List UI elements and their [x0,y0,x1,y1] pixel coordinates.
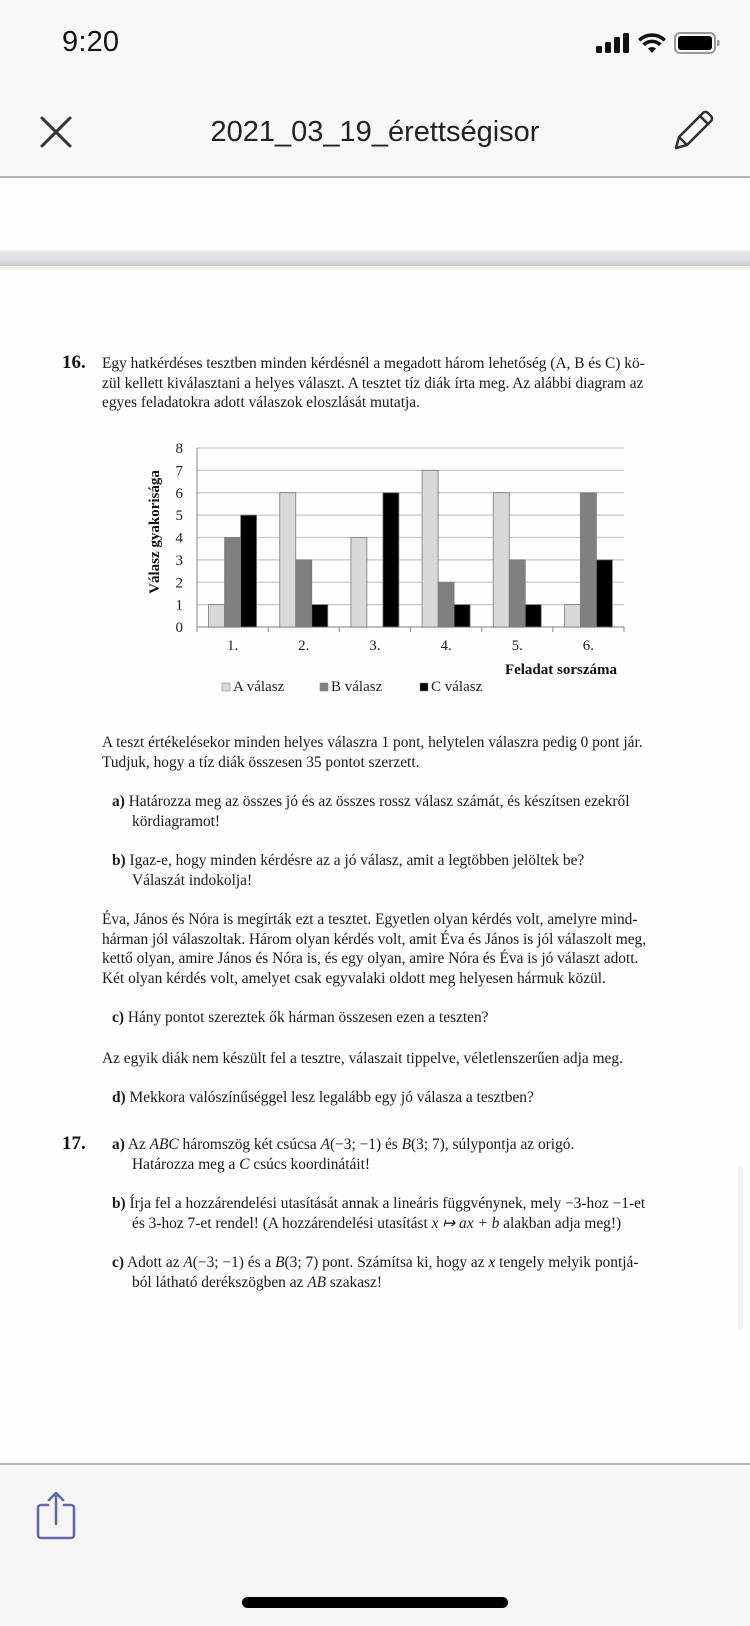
question-16a [112,792,722,831]
chart-bars [209,470,613,627]
y-tick-label: 6 [175,485,183,502]
guess-paragraph [102,1049,722,1069]
text-line: Tudjuk, hogy a tíz diák összesen 35 pontot szerzett. [102,753,420,771]
text: háromszög két csúcsa [178,1136,321,1153]
subquestion-label: c) [112,1254,124,1271]
bar [209,605,225,627]
subquestion-label: d) [112,1089,126,1106]
text: alakban adja meg!) [499,1214,622,1232]
subquestion-label: b) [112,1195,126,1212]
pencil-icon [670,108,716,154]
text-line: Hány pontot szereztek ők hárman összesen ezen a teszten? [127,1009,489,1026]
text-line: kördiagramot! [132,812,221,830]
navigation-bar [0,90,750,178]
bar [564,605,580,627]
y-tick-label: 2 [175,575,183,592]
page-gap [0,178,750,250]
text-line: Éva, János és Nóra is megírták ezt a tesztet. Egyetlen olyan kérdés volt, amelyre mind- [102,911,638,928]
status-icons [596,32,720,54]
text-line: Az egyik diák nem készült fel a tesztre, válaszait tippelve, véletlenszerűen adja meg. [102,1050,623,1067]
y-tick-label: 7 [175,463,183,480]
question-16c [112,1008,722,1028]
legend-swatch [420,683,428,691]
math-var: A [320,1136,330,1153]
text: szakasz! [326,1273,383,1291]
math-var: B [275,1254,285,1271]
bar [493,493,509,627]
bar [454,605,470,627]
document-title: 2021_03_19_érettségisor [210,116,540,148]
math-var: A [183,1254,193,1271]
bar [280,493,296,627]
legend-swatch [320,683,328,691]
question-16-number: 16. [62,352,86,373]
chart-gridlines [197,448,624,632]
chart-y-label: Válasz gyakorisága [147,470,163,594]
bar [225,538,241,628]
share-button[interactable] [34,1490,78,1542]
legend-label: C válasz [431,679,483,695]
text: (3; 7), súlypontja az origó. [411,1136,575,1153]
x-tick-label: 6. [582,638,595,654]
math-var: C [239,1155,250,1173]
bar [383,493,399,627]
text-line: Válaszát indokolja! [132,871,253,889]
bar [241,515,257,627]
y-tick-label: 3 [175,552,183,569]
chart-x-ticks [227,638,594,654]
edit-button[interactable] [670,108,716,154]
math-var: AB [307,1273,327,1291]
bar [580,493,596,627]
story-paragraph [102,910,722,988]
x-tick-label: 4. [440,638,452,654]
subquestion-label: a) [112,1136,125,1153]
text: Határozza meg a [132,1155,240,1173]
scoring-paragraph [102,733,722,772]
text: csúcs koordinátáit! [249,1155,371,1173]
text: Adott az [126,1254,184,1271]
question-17-number: 17. [62,1133,86,1154]
legend-label: B válasz [331,679,383,695]
text-line: Két olyan kérdés volt, amelyet csak egyvalaki oldott meg helyesen hármuk közül. [102,969,606,987]
legend-swatch [222,683,230,691]
intro-line: egyes feladatokra adott válaszok eloszlását mutatja. [102,394,420,412]
question-16b [112,851,722,890]
bar [525,605,541,627]
text-line: Igaz-e, hogy minden kérdésre az a jó válasz, amit a legtöbben jelöltek be? [129,852,585,869]
text: (−3; −1) és [330,1136,402,1153]
text-line: Határozza meg az összes jó és az összes rossz válasz számát, és készítsen ezekről [128,793,630,810]
chart-x-label: Feladat sorszáma [504,662,617,678]
bar [351,538,367,628]
y-tick-label: 4 [175,530,183,547]
text: Az [127,1136,150,1153]
question-17b [112,1194,722,1233]
x-tick-label: 5. [511,638,523,654]
chart-legend [222,679,483,695]
y-tick-label: 8 [175,441,183,457]
share-icon [34,1490,78,1542]
bar [596,560,612,627]
math-var: x [488,1254,496,1271]
x-tick-label: 2. [298,638,310,654]
bar-chart [140,437,640,717]
home-indicator[interactable] [242,1597,508,1608]
intro-line: Egy hatkérdéses tesztben minden kérdésnél a megadott három lehetőség (A, B és C) kö- [102,355,645,372]
text: (3; 7) pont. Számítsa ki, hogy az [284,1254,489,1271]
text: Írja fel a hozzárendelési utasítását annak a lineáris függvénynek, mely −3-hoz −1-et [129,1195,646,1212]
x-tick-label: 1. [226,638,239,654]
battery-icon [674,32,720,54]
y-tick-label: 0 [175,620,183,636]
subquestion-label: a) [112,793,125,810]
status-time: 9:20 [62,26,120,58]
math-formula: x ↦ ax + b [431,1214,500,1232]
subquestion-label: b) [112,852,126,869]
page-separator [0,250,750,270]
bar [296,560,312,627]
question-16-intro [102,354,722,413]
text-line: hárman jól válaszoltak. Három olyan kérdés volt, amit Éva és János is jól válaszolt meg, [102,930,647,948]
vertical-scrollbar[interactable] [738,1166,743,1330]
text: ból látható derékszögben az [132,1273,308,1291]
subquestion-label: c) [112,1009,124,1026]
x-tick-label: 3. [369,638,381,654]
text: tengely melyik pontjá- [495,1254,639,1271]
status-bar [0,0,750,90]
text-line: kettő olyan, amire János és Nóra is, és egy olyan, amire Nóra és Éva is jó választ adott. [102,950,639,968]
legend-label: A válasz [233,679,285,695]
bar [509,560,525,627]
text: (−3; −1) és a [192,1254,276,1271]
math-var: ABC [149,1136,179,1153]
question-17a [112,1135,722,1174]
question-16d [112,1088,722,1108]
intro-line: zül kellett kiválasztani a helyes választ. A tesztet tíz diák írta meg. Az alábbi diagram az [102,374,644,392]
question-17c [112,1253,722,1292]
text-line: A teszt értékelésekor minden helyes válaszra 1 pont, helytelen válaszra pedig 0 pont jár. [102,734,643,751]
bar [312,605,328,627]
text: és 3-hoz 7-et rendel! (A hozzárendelési utasítást [132,1214,432,1232]
y-tick-label: 1 [175,597,183,614]
text-line: Mekkora valószínűséggel lesz legalább egy jó válasza a tesztben? [129,1089,534,1106]
y-tick-label: 5 [175,508,183,525]
math-var: B [401,1136,412,1153]
chart-y-ticks [176,441,184,636]
cellular-signal-icon [596,33,630,53]
wifi-icon [638,32,666,54]
bar [438,582,454,627]
bar [422,470,438,627]
